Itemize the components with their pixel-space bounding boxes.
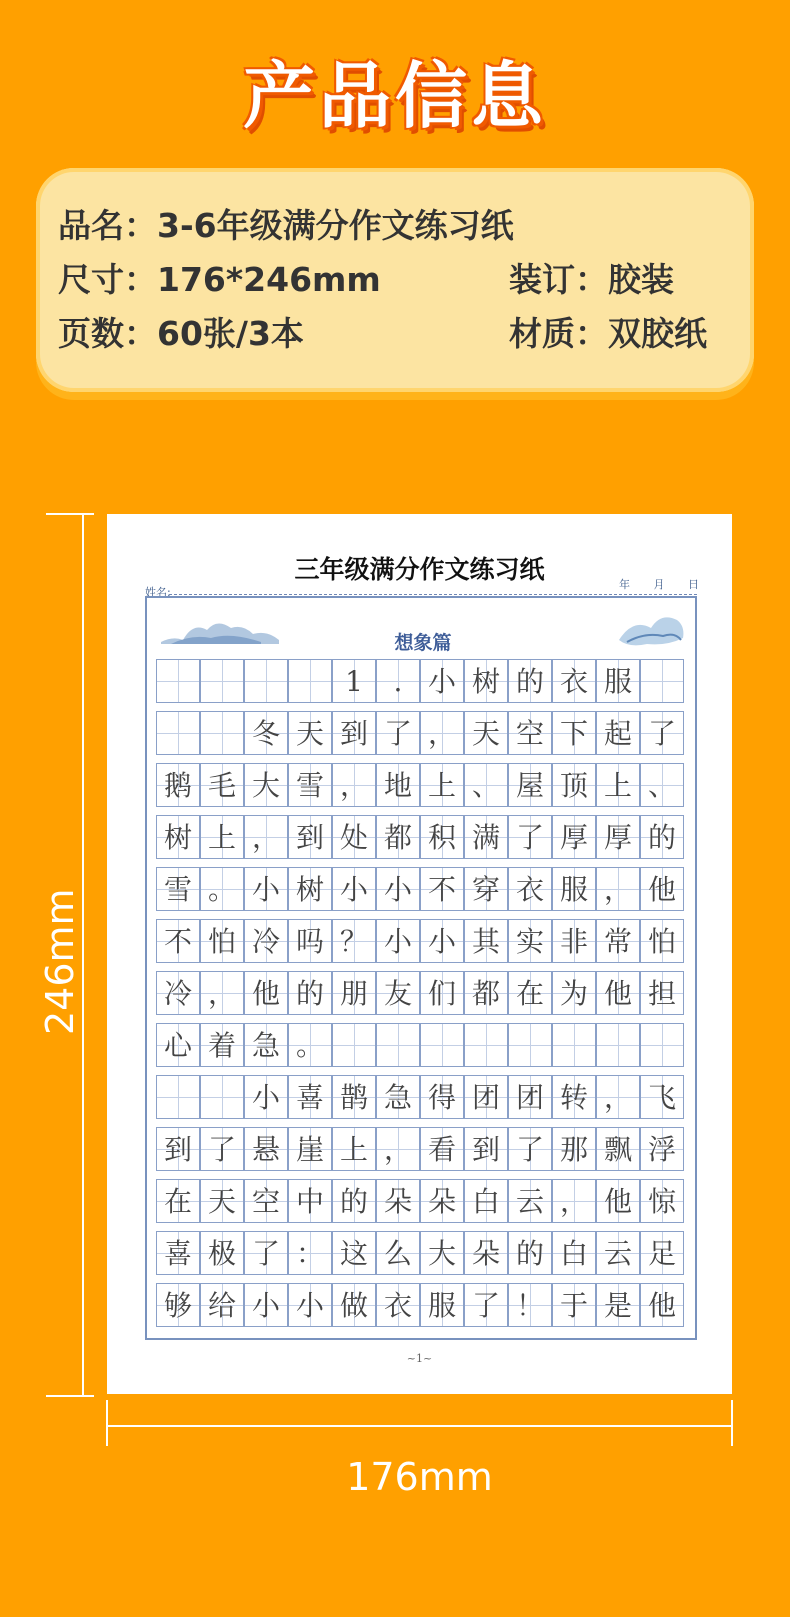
grid-row <box>156 1127 680 1171</box>
grid-cell: 1 <box>332 659 376 703</box>
grid-cell: 够 <box>156 1283 200 1327</box>
grid-cell: ！ <box>508 1283 552 1327</box>
height-label: 246mm <box>38 888 82 1035</box>
grid-cell: 那 <box>552 1127 596 1171</box>
grid-cell <box>156 1075 200 1119</box>
grid-cell <box>596 1023 640 1067</box>
width-tick-right <box>731 1400 733 1446</box>
grid-row <box>156 1179 680 1223</box>
grid-cell: 常 <box>596 919 640 963</box>
grid-cell: 友 <box>376 971 420 1015</box>
width-tick-left <box>106 1400 108 1446</box>
height-tick-bottom <box>46 1395 94 1397</box>
grid-cell: 下 <box>552 711 596 755</box>
grid-row <box>156 763 680 807</box>
grid-cell: 喜 <box>156 1231 200 1275</box>
grid-cell: 的 <box>640 815 684 859</box>
grid-cell: 得 <box>420 1075 464 1119</box>
grid-cell <box>552 1023 596 1067</box>
grid-row <box>156 1023 680 1067</box>
grid-cell: 上 <box>420 763 464 807</box>
grid-cell: 雪 <box>156 867 200 911</box>
grid-cell: 云 <box>596 1231 640 1275</box>
product-material: 材质：双胶纸 <box>509 314 707 353</box>
grid-cell: 的 <box>332 1179 376 1223</box>
grid-cell: ？ <box>332 919 376 963</box>
grid-cell: 了 <box>200 1127 244 1171</box>
grid-cell: 给 <box>200 1283 244 1327</box>
grid-cell: 、 <box>640 763 684 807</box>
grid-cell <box>288 659 332 703</box>
grid-cell: 白 <box>464 1179 508 1223</box>
grid-cell: 他 <box>596 971 640 1015</box>
grid-row <box>156 919 680 963</box>
grid-cell: 浮 <box>640 1127 684 1171</box>
grid-cell: ， <box>596 1075 640 1119</box>
grid-cell: 他 <box>244 971 288 1015</box>
grid-row <box>156 867 680 911</box>
grid-cell: 极 <box>200 1231 244 1275</box>
grid-cell: 着 <box>200 1023 244 1067</box>
grid-cell: 怕 <box>640 919 684 963</box>
grid-cell: 服 <box>552 867 596 911</box>
paper-title: 三年级满分作文练习纸 <box>294 555 545 584</box>
grid-cell: 都 <box>376 815 420 859</box>
grid-cell: 小 <box>420 659 464 703</box>
grid-cell: 冷 <box>156 971 200 1015</box>
grid-cell: 都 <box>464 971 508 1015</box>
grid-cell: 衣 <box>552 659 596 703</box>
grid-cell: 小 <box>244 867 288 911</box>
grid-cell: 小 <box>288 1283 332 1327</box>
grid-cell: 团 <box>464 1075 508 1119</box>
grid-cell: 小 <box>420 919 464 963</box>
grid-cell: 的 <box>508 659 552 703</box>
grid-cell: 冷 <box>244 919 288 963</box>
grid-cell: 做 <box>332 1283 376 1327</box>
grid-cell: 心 <box>156 1023 200 1067</box>
grid-cell: 是 <box>596 1283 640 1327</box>
grid-cell: 急 <box>244 1023 288 1067</box>
grid-cell: 足 <box>640 1231 684 1275</box>
grid-cell <box>508 1023 552 1067</box>
grid-cell: 云 <box>508 1179 552 1223</box>
grid-cell: 小 <box>244 1283 288 1327</box>
grid-cell: 到 <box>156 1127 200 1171</box>
grid-cell: 鹊 <box>332 1075 376 1119</box>
grid-cell: 朋 <box>332 971 376 1015</box>
product-size: 尺寸：176*246mm <box>58 260 381 299</box>
grid-cell: 雪 <box>288 763 332 807</box>
grid-cell: 为 <box>552 971 596 1015</box>
product-info-card <box>36 168 754 392</box>
grid-cell: 转 <box>552 1075 596 1119</box>
writing-frame <box>145 596 697 1340</box>
grid-cell <box>200 659 244 703</box>
grid-cell: 顶 <box>552 763 596 807</box>
grid-cell: 起 <box>596 711 640 755</box>
banner-title: 产品信息 <box>242 54 547 138</box>
grid-cell: 屋 <box>508 763 552 807</box>
grid-row <box>156 711 680 755</box>
grid-cell: 白 <box>552 1231 596 1275</box>
grid-cell <box>420 1023 464 1067</box>
grid-cell: 厚 <box>552 815 596 859</box>
grid-cell: 的 <box>288 971 332 1015</box>
grid-cell: 崖 <box>288 1127 332 1171</box>
grid-row <box>156 1075 680 1119</box>
grid-cell: 积 <box>420 815 464 859</box>
grid-cell: 大 <box>420 1231 464 1275</box>
grid-cell: 衣 <box>376 1283 420 1327</box>
grid-cell: 在 <box>508 971 552 1015</box>
grid-cell <box>376 1023 420 1067</box>
grid-cell: 朵 <box>376 1179 420 1223</box>
grid-cell: ： <box>288 1231 332 1275</box>
grid-cell: 冬 <box>244 711 288 755</box>
grid-cell <box>464 1023 508 1067</box>
grid-cell: 了 <box>464 1283 508 1327</box>
grid-cell: 悬 <box>244 1127 288 1171</box>
grid-cell: 、 <box>464 763 508 807</box>
grid-cell: 的 <box>508 1231 552 1275</box>
grid-cell: . <box>376 659 420 703</box>
grid-cell: ， <box>420 711 464 755</box>
grid-cell: 天 <box>200 1179 244 1223</box>
grid-cell: 不 <box>156 919 200 963</box>
grid-cell: 处 <box>332 815 376 859</box>
page-number: ~1~ <box>406 1352 433 1365</box>
grid-cell: 服 <box>420 1283 464 1327</box>
height-tick-top <box>46 513 94 515</box>
grid-cell: 到 <box>464 1127 508 1171</box>
grid-cell: 他 <box>640 1283 684 1327</box>
grid-cell: 鹅 <box>156 763 200 807</box>
grid-cell: 衣 <box>508 867 552 911</box>
grid-cell: 朵 <box>464 1231 508 1275</box>
grid-cell: 树 <box>156 815 200 859</box>
grid-cell: ， <box>596 867 640 911</box>
grid-cell <box>332 1023 376 1067</box>
grid-row <box>156 971 680 1015</box>
grid-cell <box>640 659 684 703</box>
grid-cell: 厚 <box>596 815 640 859</box>
grid-cell <box>200 711 244 755</box>
grid-cell: 了 <box>640 711 684 755</box>
grid-row <box>156 1231 680 1275</box>
grid-cell: 树 <box>288 867 332 911</box>
grid-cell: 。 <box>200 867 244 911</box>
grid-cell: 毛 <box>200 763 244 807</box>
grid-cell: 树 <box>464 659 508 703</box>
name-underline <box>169 594 697 595</box>
grid-cell: 朵 <box>420 1179 464 1223</box>
grid-cell: 惊 <box>640 1179 684 1223</box>
grid-cell: 上 <box>332 1127 376 1171</box>
grid-cell <box>156 659 200 703</box>
grid-cell: 满 <box>464 815 508 859</box>
grid-cell: 小 <box>244 1075 288 1119</box>
grid-cell: 天 <box>288 711 332 755</box>
grid-cell: ， <box>332 763 376 807</box>
grid-cell: 了 <box>244 1231 288 1275</box>
product-pages: 页数：60张/3本 <box>58 314 304 353</box>
grid-cell: ， <box>552 1179 596 1223</box>
grid-cell: 飞 <box>640 1075 684 1119</box>
grid-cell <box>200 1075 244 1119</box>
grid-cell: 于 <box>552 1283 596 1327</box>
grid-cell: 空 <box>244 1179 288 1223</box>
product-name: 品名：3-6年级满分作文练习纸 <box>58 206 514 245</box>
grid-cell: 怕 <box>200 919 244 963</box>
section-title: 想象篇 <box>394 632 452 654</box>
grid-cell <box>156 711 200 755</box>
grid-cell: 了 <box>508 1127 552 1171</box>
grid-cell: 在 <box>156 1179 200 1223</box>
grid-cell: 到 <box>332 711 376 755</box>
grid-cell: 上 <box>200 815 244 859</box>
grid-row <box>156 1283 680 1327</box>
grid-cell: 他 <box>596 1179 640 1223</box>
grid-cell: 们 <box>420 971 464 1015</box>
grid-cell: 穿 <box>464 867 508 911</box>
grid-cell: 吗 <box>288 919 332 963</box>
grid-cell: 。 <box>288 1023 332 1067</box>
width-label: 176mm <box>346 1455 493 1499</box>
grid-cell: 天 <box>464 711 508 755</box>
grid-row <box>156 815 680 859</box>
grid-cell: 小 <box>376 919 420 963</box>
height-dimension-line <box>82 513 84 1396</box>
grid-cell: 大 <box>244 763 288 807</box>
grid-cell: 急 <box>376 1075 420 1119</box>
grid-cell: 了 <box>508 815 552 859</box>
grid-cell: ， <box>376 1127 420 1171</box>
grid-cell: 小 <box>332 867 376 911</box>
grid-cell: 看 <box>420 1127 464 1171</box>
grid-cell: 到 <box>288 815 332 859</box>
grid-cell: 这 <box>332 1231 376 1275</box>
grid-cell <box>244 659 288 703</box>
grid-cell: 实 <box>508 919 552 963</box>
grid-cell: 担 <box>640 971 684 1015</box>
grid-cell: 他 <box>640 867 684 911</box>
grid-cell: 中 <box>288 1179 332 1223</box>
grid-cell: 了 <box>376 711 420 755</box>
product-binding: 装订：胶装 <box>509 260 674 299</box>
grid-cell: 飘 <box>596 1127 640 1171</box>
grid-cell: 么 <box>376 1231 420 1275</box>
grid-row <box>156 659 680 703</box>
grid-cell: 喜 <box>288 1075 332 1119</box>
grid-cell: 不 <box>420 867 464 911</box>
grid-cell: 上 <box>596 763 640 807</box>
width-dimension-line <box>106 1425 733 1427</box>
grid-cell: 小 <box>376 867 420 911</box>
grid-cell <box>640 1023 684 1067</box>
grid-cell: 服 <box>596 659 640 703</box>
name-label: 姓名: <box>145 586 171 599</box>
paper-sample <box>107 514 732 1394</box>
grid-cell: ， <box>244 815 288 859</box>
grid-cell: 其 <box>464 919 508 963</box>
grid-cell: 团 <box>508 1075 552 1119</box>
date-label: 年 月 日 <box>619 578 699 591</box>
grid-cell: 地 <box>376 763 420 807</box>
grid-cell: 非 <box>552 919 596 963</box>
grid-cell: ， <box>200 971 244 1015</box>
grid-cell: 空 <box>508 711 552 755</box>
